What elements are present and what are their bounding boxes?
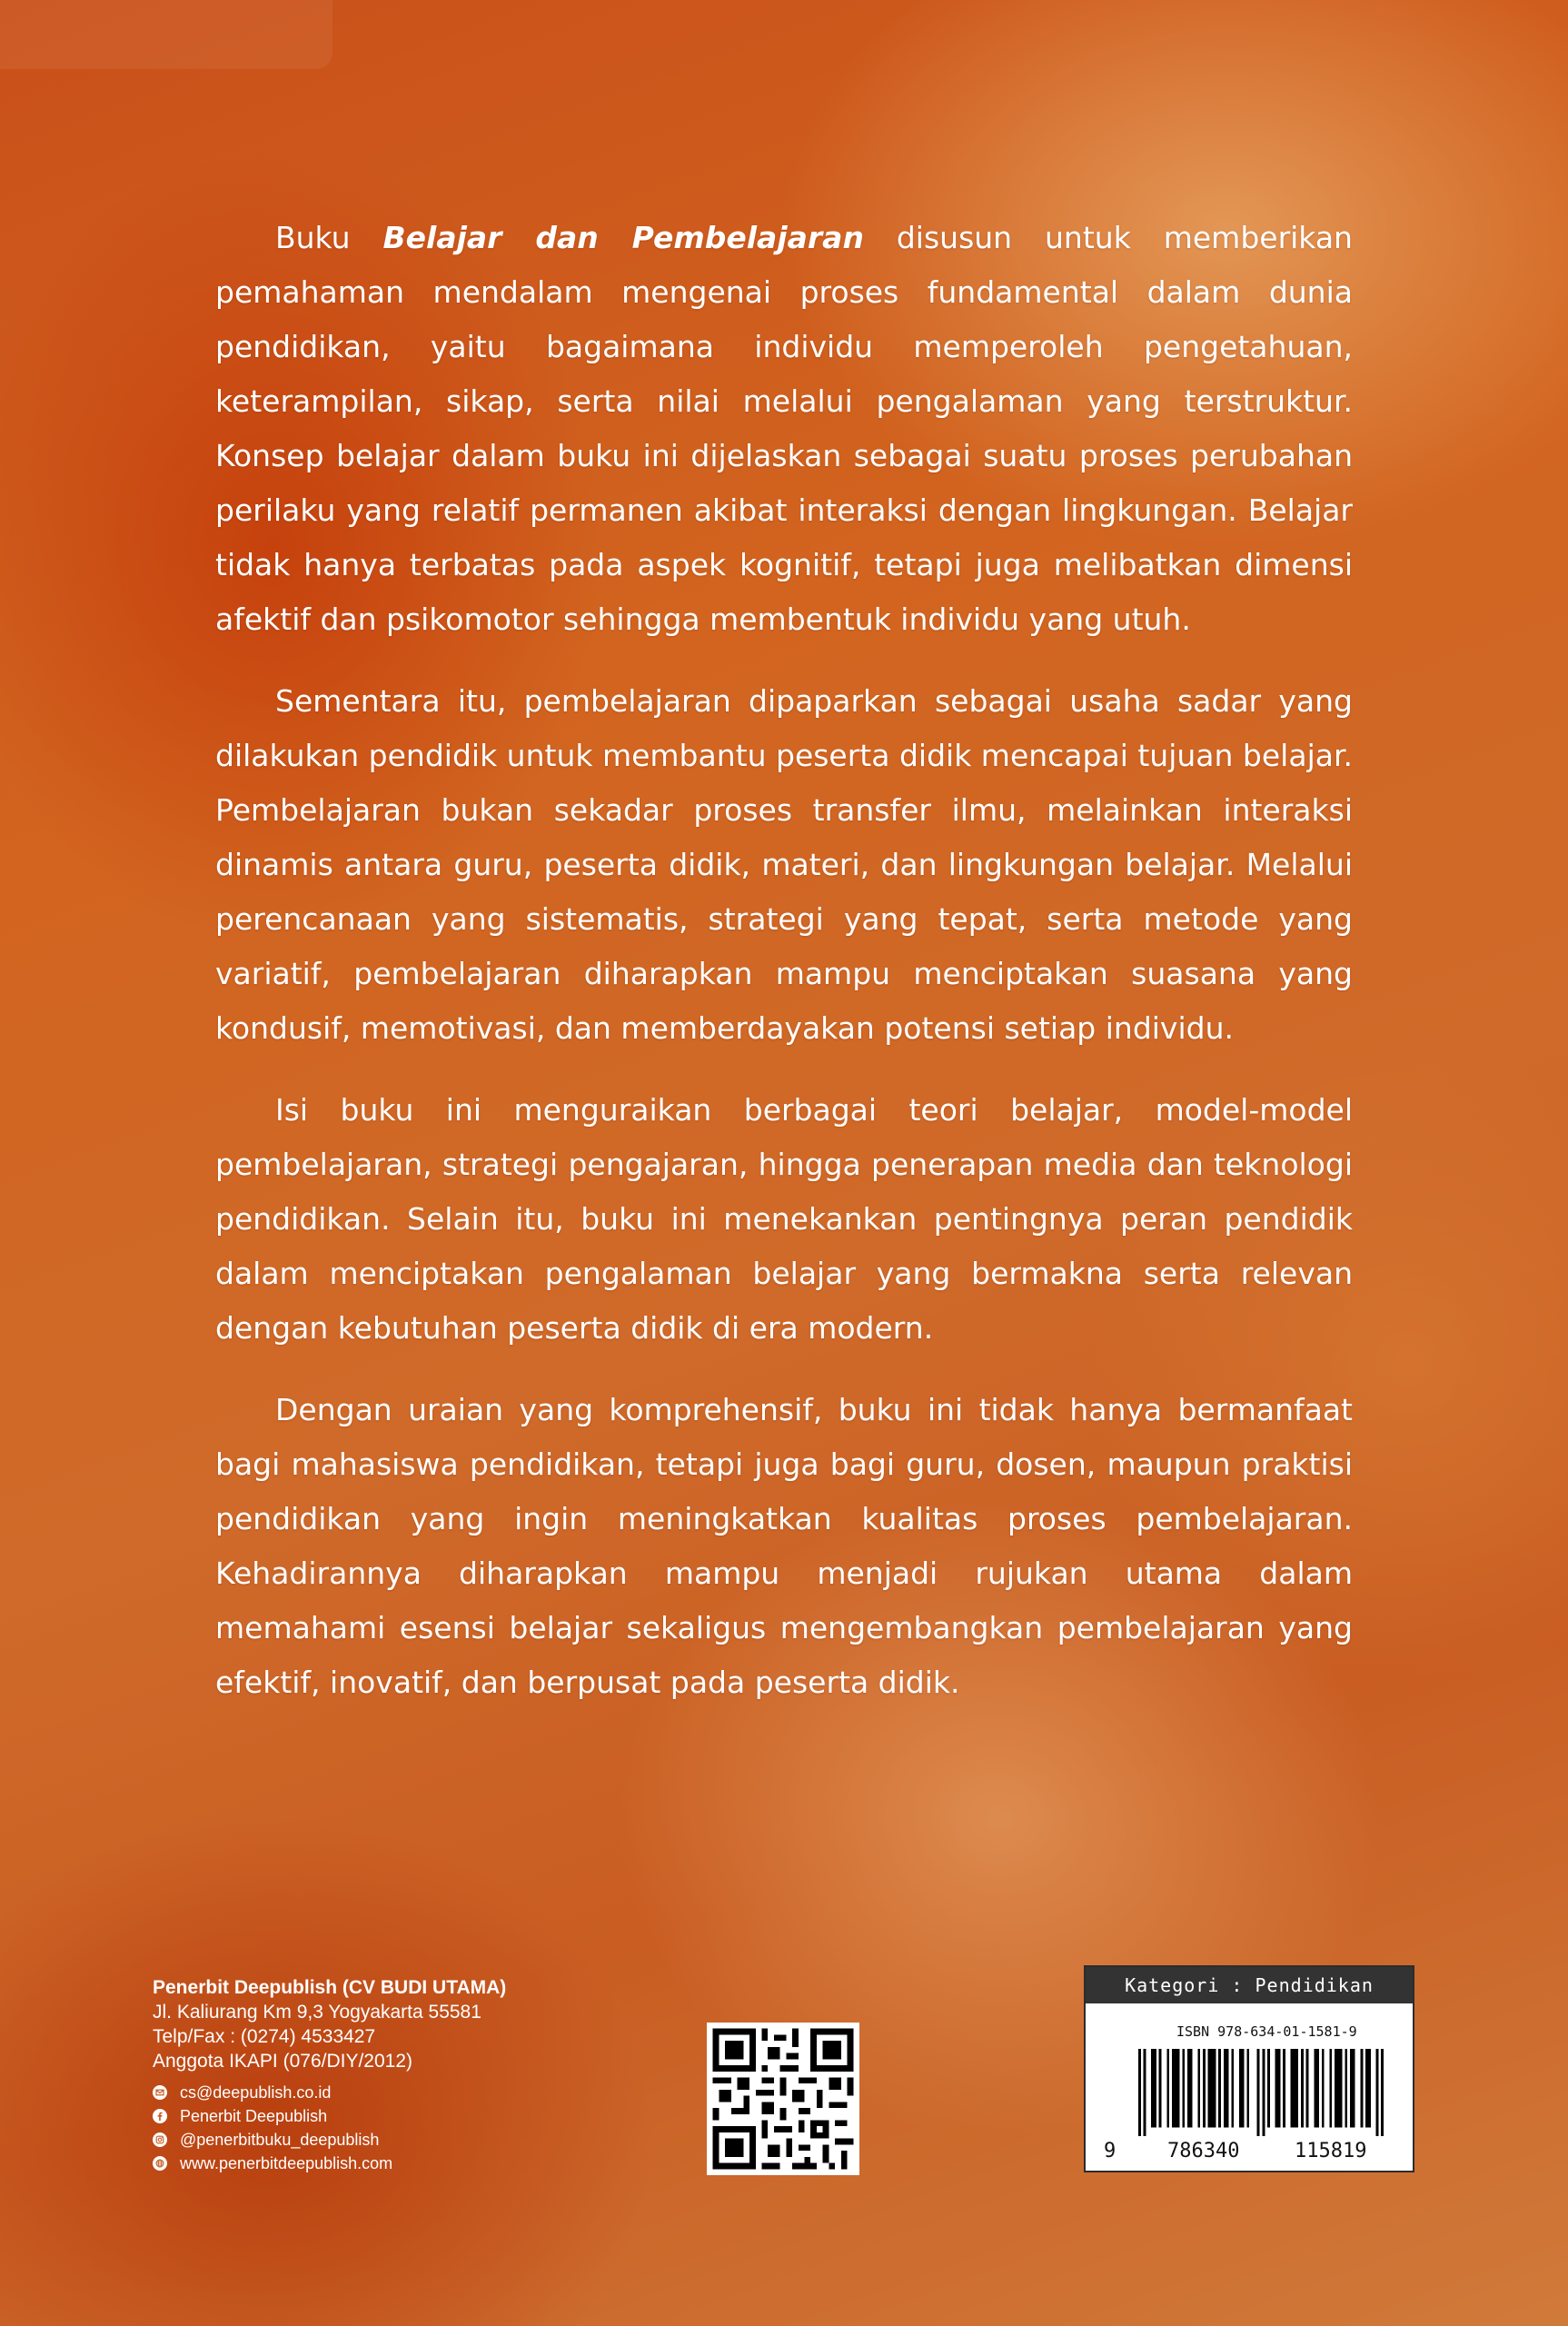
- barcode-digits-left: 786340: [1167, 2140, 1240, 2162]
- email-icon: [153, 2085, 167, 2100]
- blurb-paragraph-3: Isi buku ini menguraikan berbagai teori belajar, model-model pembelajaran, strategi pengajaran, hingga penerapan media dan teknologi pendidikan. Selain itu, buku ini menekankan pentingnya peran pendidik dalam menciptakan pengalaman belajar yang bermakna serta relevan dengan kebutuhan peserta didik di era modern.: [215, 1092, 1353, 1346]
- book-title: Belajar dan Pembelajaran: [382, 220, 864, 255]
- publisher-phone: Telp/Fax : (0274) 4533427: [153, 2026, 376, 2047]
- blurb-paragraph-2: Sementara itu, pembelajaran dipaparkan sebagai usaha sadar yang dilakukan pendidik untuk membantu peserta didik mencapai tujuan belajar. Pembelajaran bukan sekadar proses transfer ilmu, melainkan interaksi dinamis antara guru, peserta didik, materi, dan lingkungan belajar. Melalui perencanaan yang sistematis, strategi yang tepat, serta metode yang variatif, pembelajaran diharapkan mampu menciptakan suasana yang kondusif, memotivasi, dan memberdayakan potensi setiap individu.: [215, 683, 1353, 1046]
- facebook-icon: [153, 2109, 167, 2123]
- barcode: [1138, 2049, 1384, 2136]
- contact-facebook[interactable]: Penerbit Deepublish: [153, 2104, 506, 2128]
- blurb-paragraph-4: Dengan uraian yang komprehensif, buku ini tidak hanya bermanfaat bagi mahasiswa pendidikan, tetapi juga bagi guru, dosen, maupun praktisi pendidikan yang ingin meningkatkan kualitas proses pembelajaran. Kehadirannya diharapkan mampu menjadi rujukan utama dalam memahami esensi belajar sekaligus mengembangkan pembelajaran yang efektif, inovatif, dan berpusat pada peserta didik.: [215, 1392, 1353, 1700]
- publisher-membership: Anggota IKAPI (076/DIY/2012): [153, 2051, 413, 2072]
- blurb-paragraph-1: Buku Belajar dan Pembelajaran disusun untuk memberikan pemahaman mendalam mengenai proses fundamental dalam dunia pendidikan, yaitu bagaimana individu memperoleh pengetahuan, keterampilan, sikap, serta nilai melalui pengalaman yang terstruktur. Konsep belajar dalam buku ini dijelaskan sebagai suatu proses perubahan perilaku yang relatif permanen akibat interaksi dengan lingkungan. Belajar tidak hanya terbatas pada aspek kognitif, tetapi juga melibatkan dimensi afektif dan psikomotor sehingga membentuk individu yang utuh.: [215, 220, 1353, 637]
- globe-icon: [153, 2156, 167, 2171]
- barcode-digits-right: 115819: [1295, 2140, 1367, 2162]
- contact-website[interactable]: www.penerbitdeepublish.com: [153, 2152, 506, 2175]
- isbn-barcode-box: [1084, 1965, 1414, 2172]
- top-corner-tab: [0, 0, 332, 69]
- isbn-number: ISBN 978-634-01-1581-9: [1176, 2023, 1357, 2040]
- category-label: Kategori : Pendidikan: [1086, 1967, 1413, 2003]
- instagram-icon: [153, 2132, 167, 2147]
- barcode-digit-first: 9: [1104, 2140, 1116, 2162]
- contact-instagram[interactable]: @penerbitbuku_deepublish: [153, 2128, 506, 2152]
- publisher-name: Penerbit Deepublish (CV BUDI UTAMA): [153, 1977, 507, 1998]
- qr-code[interactable]: [707, 2023, 859, 2175]
- publisher-info: [153, 1975, 506, 2175]
- publisher-contacts: [153, 2081, 506, 2175]
- publisher-address: Jl. Kaliurang Km 9,3 Yogyakarta 55581: [153, 2002, 481, 2023]
- back-cover-blurb: [215, 211, 1353, 1737]
- contact-email[interactable]: cs@deepublish.co.id: [153, 2081, 506, 2104]
